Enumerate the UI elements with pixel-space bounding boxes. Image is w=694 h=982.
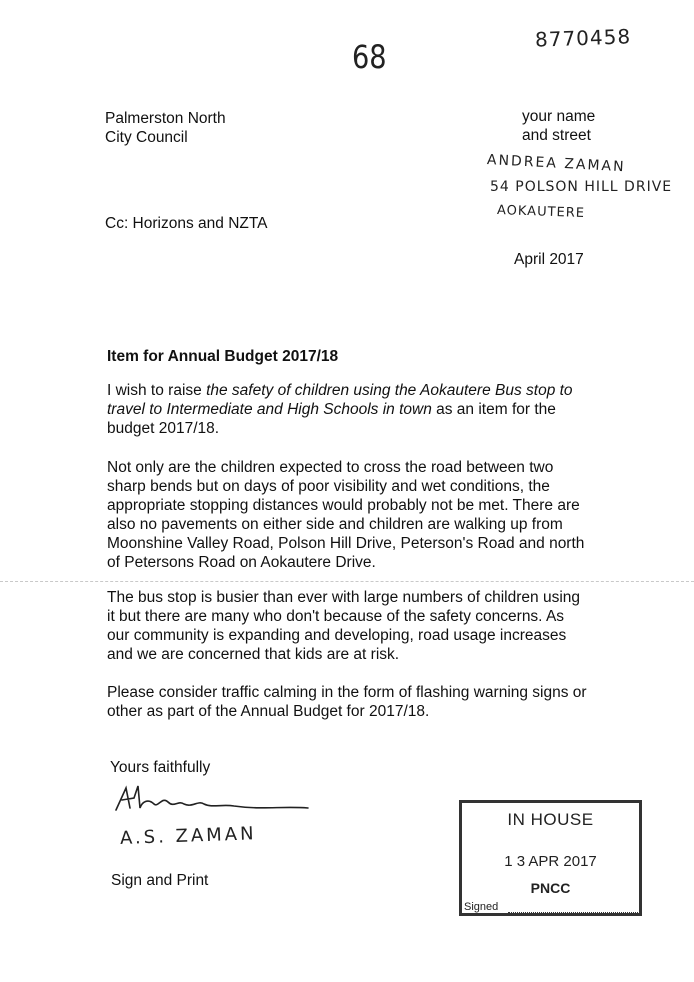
paragraph-2: Not only are the children expected to cross the road between two sharp bends but on days of poor visibility and wet conditions, the appropriate stopping distances would probably not be met. There are also no pavements on either side and children are walking up from Moonshine Valley Road, Polson Hill Drive, Peterson's Road and north of Petersons Road on Aokautere Drive.: [107, 459, 585, 571]
printed-name-handwritten: A.S. ZAMAN: [119, 823, 257, 849]
paragraph-1-intro: I wish to raise: [107, 382, 207, 399]
stamp-date: 1 3 APR 2017: [504, 853, 597, 870]
closing: Yours faithfully: [110, 759, 211, 776]
cc-line: Cc: Horizons and NZTA: [105, 215, 268, 232]
handwritten-sender-name: ANDREA ZAMAN: [486, 152, 626, 176]
page-number-annotation: 68: [352, 38, 387, 76]
scan-artifact-line: [0, 581, 694, 582]
sign-and-print-label: Sign and Print: [111, 872, 209, 889]
handwritten-signature: [112, 780, 312, 820]
stamp-signed-label: Signed: [464, 901, 499, 913]
reference-number-annotation: 8770458: [534, 24, 632, 52]
sender-name-label: your name: [522, 108, 596, 125]
paragraph-3: The bus stop is busier than ever with large numbers of children using it but there are many who don't because of the safety concerns. As our community is expanding and developing, road usage increases and we are concerned that kids are at risk.: [107, 589, 580, 663]
handwritten-sender-street: 54 POLSON HILL DRIVE: [490, 179, 673, 195]
recipient-line-1: Palmerston North: [105, 110, 226, 127]
letter-subject: Item for Annual Budget 2017/18: [107, 348, 339, 365]
received-stamp: [459, 800, 642, 916]
letter-date: April 2017: [514, 251, 584, 268]
sender-street-label: and street: [522, 127, 591, 144]
paragraph-1: [107, 381, 587, 438]
paragraph-1-emphasis: the safety of children using the Aokautere Bus stop to travel to Intermediate and High Schools in town: [107, 382, 573, 418]
stamp-signature-line: [508, 912, 640, 913]
stamp-title: IN HOUSE: [507, 810, 594, 829]
paragraph-4: Please consider traffic calming in the form of flashing warning signs or other as part of the Annual Budget for 2017/18.: [107, 684, 587, 720]
recipient-line-2: City Council: [105, 129, 188, 146]
paragraph-1-ending: as an item for the budget 2017/18.: [107, 401, 556, 437]
stamp-organisation: PNCC: [530, 880, 571, 896]
handwritten-sender-suburb: AOKAUTERE: [496, 203, 586, 222]
